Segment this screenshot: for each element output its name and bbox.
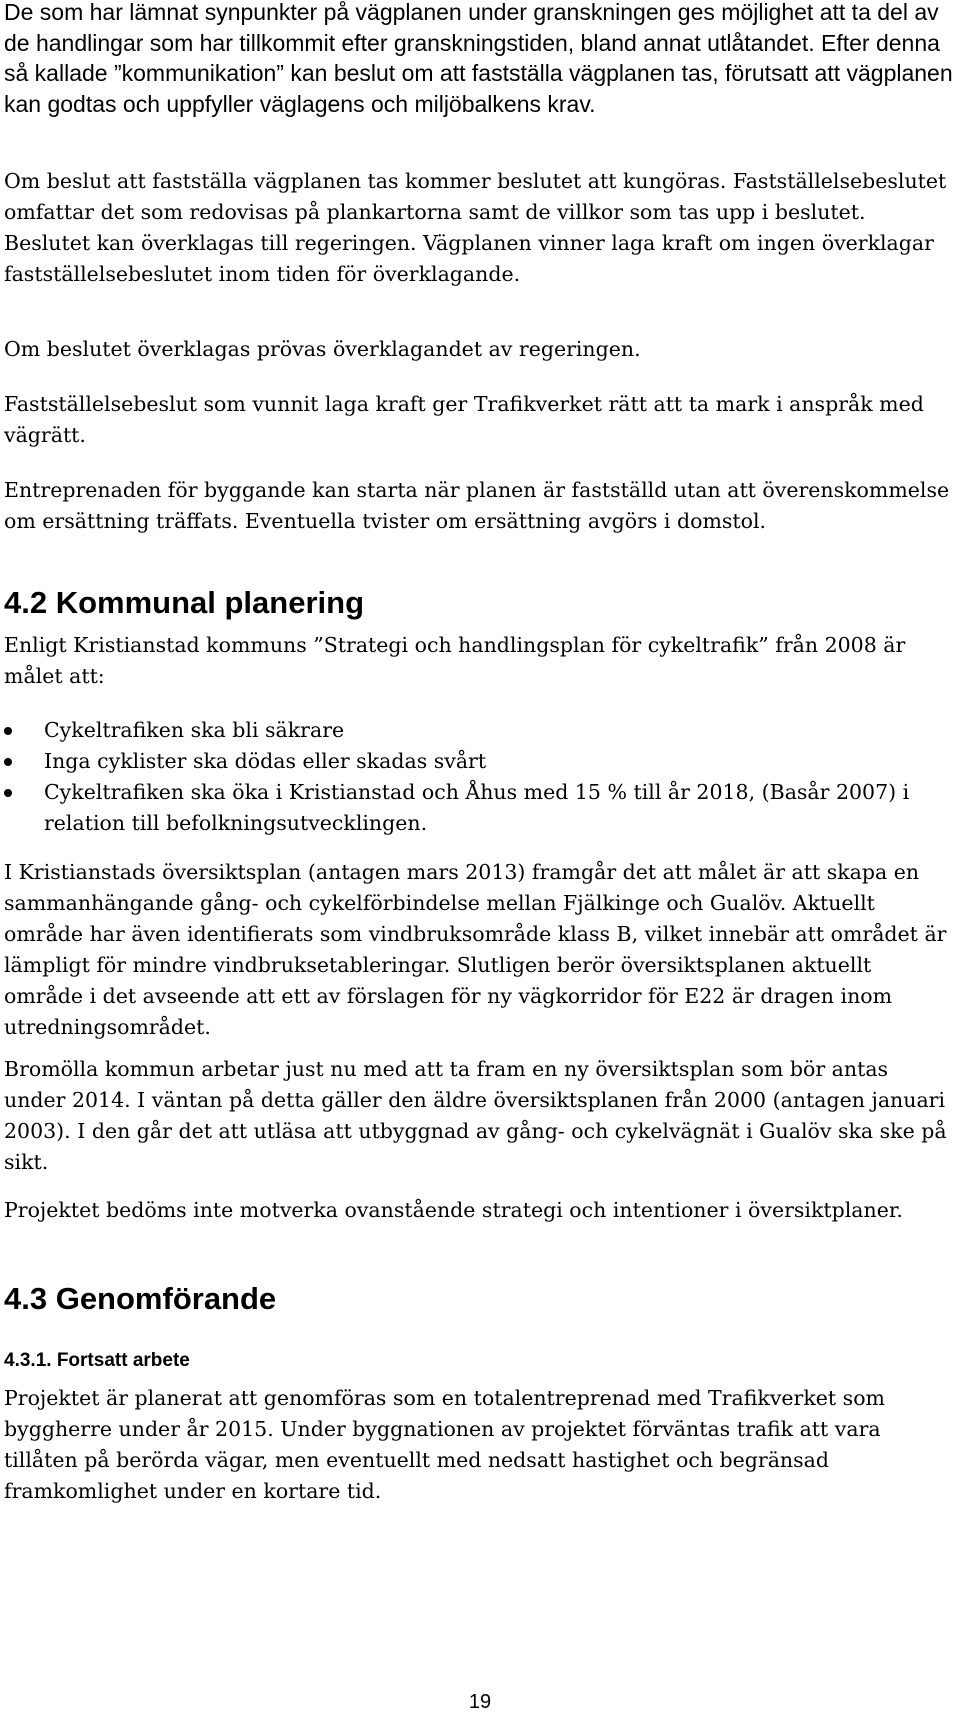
paragraph-oversiktsplan-bromolla: Bromölla kommun arbetar just nu med att ta fram en ny översiktsplan som bör antas under 2014. I väntan på detta gäller den äldre översiktsplanen från 2000 (antagen januari 2003). I den går det att utläsa att utbyggnad av gång- och cykelvägnät i Gualöv ska ske på sikt.: [4, 1057, 947, 1174]
bullet-icon: [4, 789, 12, 797]
paragraph-bedomning: Projektet bedöms inte motverka ovanstående strategi och intentioner i översiktplaner.: [4, 1198, 903, 1222]
paragraph-entreprenad: Entreprenaden för byggande kan starta när planen är fastställd utan att överenskommelse om ersättning träffats. Eventuella tvister om ersättning avgörs i domstol.: [4, 478, 950, 533]
list-item-text: Cykeltrafiken ska öka i Kristianstad och Åhus med 15 % till år 2018, (Basår 2007) i relation till befolkningsutvecklingen.: [44, 780, 910, 835]
goals-list: [0, 715, 950, 839]
bullet-icon: [4, 727, 12, 735]
heading-fortsatt-arbete: 4.3.1. Fortsatt arbete: [4, 1350, 190, 1371]
list-item-text: Inga cyklister ska dödas eller skadas svårt: [44, 749, 487, 773]
paragraph-strategi: Enligt Kristianstad kommuns ”Strategi och handlingsplan för cykeltrafik” från 2008 är målet att:: [4, 633, 906, 688]
heading-genomforande: 4.3 Genomförande: [4, 1281, 277, 1316]
paragraph-faststallelse: Om beslut att fastställa vägplanen tas kommer beslutet att kungöras. Fastställelsebeslutet omfattar det som redovisas på plankartorna samt de villkor som tas upp i beslutet. Beslutet kan överklagas till regeringen. Vägplanen vinner laga kraft om ingen överklagar fastställelsebeslutet inom tiden för överklagande.: [4, 169, 947, 286]
list-item: [0, 715, 950, 746]
list-item: [0, 777, 950, 839]
heading-kommunal-planering: 4.2 Kommunal planering: [4, 585, 365, 620]
paragraph-oversiktsplan-kristianstad: I Kristianstads översiktsplan (antagen mars 2013) framgår det att målet är att skapa en sammanhängande gång- och cykelförbindelse mellan Fjälkinge och Gualöv. Aktuellt område har även identifierats som vindbruksområde klass B, vilket innebär att området är lämpligt för mindre vindbruksetableringar. Slutligen berör översiktsplanen aktuellt område i det avseende att ett av förslagen för ny vägkorridor för E22 är dragen inom utredningsområdet.: [4, 860, 947, 1039]
paragraph-overklagande: Om beslutet överklagas prövas överklagandet av regeringen.: [4, 337, 641, 361]
paragraph-vagplan-kommunikation: De som har lämnat synpunkter på vägplanen under granskningen ges möjlighet att ta del av de handlingar som har tillkommit efter granskningstiden, bland annat utlåtandet. Efter denna så kallade ”kommunikation” kan beslut om att fastställa vägplanen tas, förutsatt att vägplanen kan godtas och uppfyller väglagens och miljöbalkens krav.: [4, 0, 953, 117]
page-number: 19: [468, 1691, 492, 1713]
paragraph-laga-kraft: Fastställelsebeslut som vunnit laga kraft ger Trafikverket rätt att ta mark i anspråk med vägrätt.: [4, 392, 924, 447]
paragraph-totalentreprenad: Projektet är planerat att genomföras som en totalentreprenad med Trafikverket som byggherre under år 2015. Under byggnationen av projektet förväntas trafik att vara tillåten på berörda vägar, men eventuellt med nedsatt hastighet och begränsad framkomlighet under en kortare tid.: [4, 1386, 885, 1503]
list-item: [0, 746, 950, 777]
list-item-text: Cykeltrafiken ska bli säkrare: [44, 718, 345, 742]
bullet-icon: [4, 758, 12, 766]
